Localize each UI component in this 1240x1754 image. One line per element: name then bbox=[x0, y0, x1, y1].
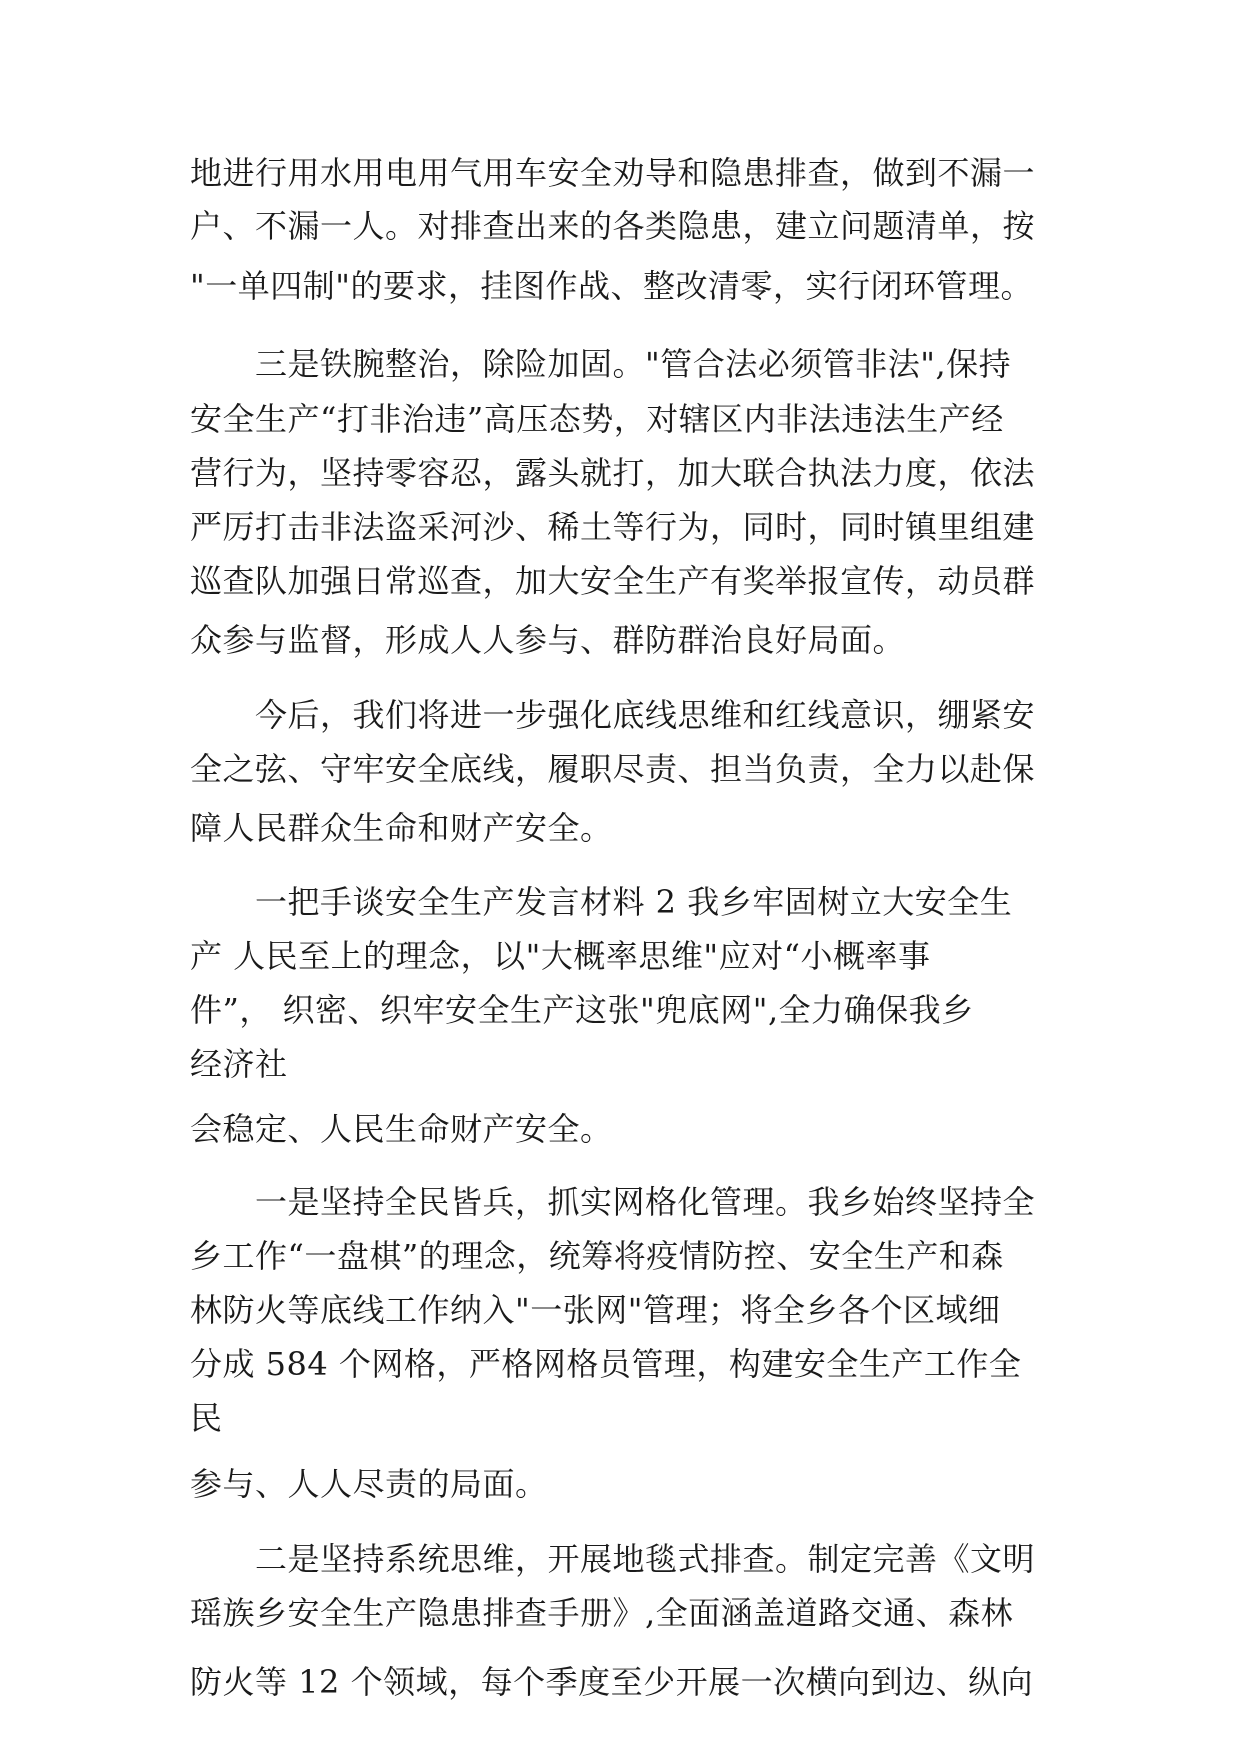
text-line: 会稳定、人民生命财产安全。 bbox=[190, 1110, 613, 1148]
text-line: 件”， 织密、织牢安全生产这张"兜底网",全力确保我乡 bbox=[190, 991, 974, 1029]
text-line: 障人民群众生命和财产安全。 bbox=[190, 809, 613, 847]
text-line: 防火等 12 个领域，每个季度至少开展一次横向到边、纵向 bbox=[190, 1663, 1034, 1701]
text-line: "一单四制"的要求，挂图作战、整改清零，实行闭环管理。 bbox=[190, 267, 1033, 305]
text-line: 产 人民至上的理念，以"大概率思维"应对“小概率事 bbox=[190, 937, 931, 975]
text-line: 今后，我们将进一步强化底线思维和红线意识，绷紧安 bbox=[190, 696, 1036, 734]
text-line: 安全生产“打非治违”高压态势，对辖区内非法违法生产经 bbox=[190, 400, 1004, 438]
text-line: 二是坚持系统思维，开展地毯式排查。制定完善《文明 bbox=[190, 1540, 1036, 1578]
text-line: 一把手谈安全生产发言材料 2 我乡牢固树立大安全生 bbox=[190, 883, 1013, 921]
text-line: 分成 584 个网格，严格网格员管理，构建安全生产工作全 bbox=[190, 1345, 1022, 1383]
text-line: 地进行用水用电用气用车安全劝导和隐患排查，做到不漏一 bbox=[190, 154, 1036, 192]
text-line: 乡工作“一盘棋”的理念，统筹将疫情防控、安全生产和森 bbox=[190, 1237, 1004, 1275]
text-line: 三是铁腕整治，除险加固。"管合法必须管非法",保持 bbox=[190, 345, 1012, 383]
text-line: 众参与监督，形成人人参与、群防群治良好局面。 bbox=[190, 621, 906, 659]
text-line: 全之弦、守牢安全底线，履职尽责、担当负责，全力以赴保 bbox=[190, 750, 1036, 788]
text-line: 严厉打击非法盗采河沙、稀土等行为，同时，同时镇里组建 bbox=[190, 508, 1036, 546]
text-line: 瑶族乡安全生产隐患排查手册》,全面涵盖道路交通、森林 bbox=[190, 1594, 1014, 1632]
text-line: 巡查队加强日常巡查，加大安全生产有奖举报宣传，动员群 bbox=[190, 562, 1036, 600]
text-line: 参与、人人尽责的局面。 bbox=[190, 1465, 548, 1503]
text-line: 一是坚持全民皆兵，抓实网格化管理。我乡始终坚持全 bbox=[190, 1183, 1036, 1221]
text-line: 经济社 bbox=[190, 1045, 288, 1083]
text-line: 营行为，坚持零容忍，露头就打，加大联合执法力度，依法 bbox=[190, 454, 1036, 492]
text-line: 林防火等底线工作纳入"一张网"管理；将全乡各个区域细 bbox=[190, 1291, 1001, 1329]
text-line: 户、不漏一人。对排查出来的各类隐患，建立问题清单，按 bbox=[190, 207, 1036, 245]
text-line: 民 bbox=[190, 1399, 223, 1437]
